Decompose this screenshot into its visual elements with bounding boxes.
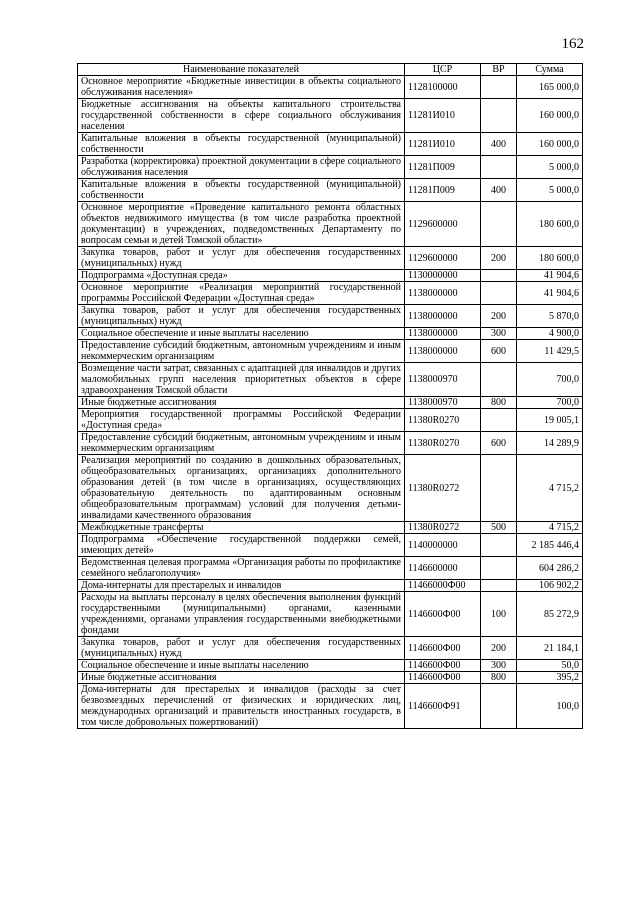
row-name: Социальное обеспечение и иные выплаты населению: [78, 328, 405, 340]
row-csr: 11281И010: [405, 133, 481, 156]
row-csr: 1138000970: [405, 397, 481, 409]
row-csr: 11380R0270: [405, 409, 481, 432]
row-vr: [481, 580, 517, 592]
row-name: Предоставление субсидий бюджетным, автономным учреждениям и иным некоммерческим организациям: [78, 432, 405, 455]
row-name: Ведомственная целевая программа «Организация работы по профилактике семейного неблагополучия»: [78, 557, 405, 580]
row-vr: [481, 684, 517, 729]
table-row: [78, 684, 583, 729]
row-name: Предоставление субсидий бюджетным, автономным учреждениям и иным некоммерческим организациям: [78, 340, 405, 363]
row-sum: 11 429,5: [517, 340, 583, 363]
row-name: Дома-интернаты для престарелых и инвалидов (расходы за счет безвозмездных перечислений от физических и юридических лиц, международных организаций и правительств иностранных государств, в том числе добровольных пожертвований): [78, 684, 405, 729]
row-sum: 41 904,6: [517, 282, 583, 305]
table-row: [78, 557, 583, 580]
table-row: [78, 592, 583, 637]
row-name: Разработка (корректировка) проектной документации в сфере социального обслуживания населения: [78, 156, 405, 179]
table-row: [78, 455, 583, 522]
row-name: Закупка товаров, работ и услуг для обеспечения государственных (муниципальных) нужд: [78, 637, 405, 660]
table-row: [78, 305, 583, 328]
table-row: [78, 328, 583, 340]
row-name: Закупка товаров, работ и услуг для обеспечения государственных (муниципальных) нужд: [78, 247, 405, 270]
row-csr: 1129600000: [405, 247, 481, 270]
row-sum: 21 184,1: [517, 637, 583, 660]
row-name: Межбюджетные трансферты: [78, 522, 405, 534]
row-sum: 5 000,0: [517, 179, 583, 202]
table-row: [78, 522, 583, 534]
row-csr: 11380R0272: [405, 522, 481, 534]
row-csr: 11281И010: [405, 99, 481, 133]
row-csr: 1146600000: [405, 557, 481, 580]
row-csr: 1140000000: [405, 534, 481, 557]
row-csr: 1138000000: [405, 282, 481, 305]
table-header-row: [78, 64, 583, 76]
row-vr: [481, 363, 517, 397]
row-name: Реализация мероприятий по созданию в дошкольных образовательных, общеобразовательных организациях, организациях дополнительного образования детей (в том числе в организациях, осуществляющих образовательную деятельность по адаптированным основным общеобразовательным программам) условий для получения детьми-инвалидами качественного образования: [78, 455, 405, 522]
row-sum: 106 902,2: [517, 580, 583, 592]
row-name: Иные бюджетные ассигнования: [78, 672, 405, 684]
page-number: 162: [561, 36, 584, 52]
row-csr: 1146600Ф00: [405, 592, 481, 637]
row-csr: 1146600Ф00: [405, 637, 481, 660]
row-sum: 180 600,0: [517, 202, 583, 247]
row-csr: 1138000000: [405, 305, 481, 328]
row-name: Капитальные вложения в объекты государственной (муниципальной) собственности: [78, 133, 405, 156]
row-vr: [481, 156, 517, 179]
row-vr: [481, 99, 517, 133]
header-name: Наименование показателей: [78, 64, 405, 76]
row-csr: 11380R0270: [405, 432, 481, 455]
row-name: Капитальные вложения в объекты государственной (муниципальной) собственности: [78, 179, 405, 202]
table-row: [78, 179, 583, 202]
table-row: [78, 282, 583, 305]
row-vr: [481, 557, 517, 580]
row-name: Подпрограмма «Обеспечение государственной поддержки семей, имеющих детей»: [78, 534, 405, 557]
row-vr: 600: [481, 340, 517, 363]
table-row: [78, 432, 583, 455]
row-vr: [481, 76, 517, 99]
table-row: [78, 99, 583, 133]
row-csr: 1146600Ф00: [405, 672, 481, 684]
row-sum: 2 185 446,4: [517, 534, 583, 557]
table-row: [78, 409, 583, 432]
row-name: Основное мероприятие «Проведение капитального ремонта областных объектов недвижимого имущества (в том числе разработка проектной документации) в учреждениях, подведомственных Департаменту по вопросам семьи и детей Томской области»: [78, 202, 405, 247]
row-csr: 1130000000: [405, 270, 481, 282]
row-name: Подпрограмма «Доступная среда»: [78, 270, 405, 282]
row-csr: 1128100000: [405, 76, 481, 99]
row-vr: 300: [481, 328, 517, 340]
row-name: Закупка товаров, работ и услуг для обеспечения государственных (муниципальных) нужд: [78, 305, 405, 328]
row-sum: 19 005,1: [517, 409, 583, 432]
budget-table: [77, 63, 583, 729]
row-sum: 4 900,0: [517, 328, 583, 340]
row-vr: 500: [481, 522, 517, 534]
row-csr: 1146600Ф91: [405, 684, 481, 729]
row-csr: 11466000Ф00: [405, 580, 481, 592]
row-sum: 604 286,2: [517, 557, 583, 580]
row-name: Бюджетные ассигнования на объекты капитального строительства государственной собственности в сфере социального обслуживания населения: [78, 99, 405, 133]
table-row: [78, 534, 583, 557]
row-csr: 1138000000: [405, 328, 481, 340]
row-name: Возмещение части затрат, связанных с адаптацией для инвалидов и других маломобильных групп населения приоритетных объектов в сфере здравоохранения Томской области: [78, 363, 405, 397]
row-vr: 800: [481, 397, 517, 409]
row-vr: 800: [481, 672, 517, 684]
row-name: Основное мероприятие «Реализация мероприятий государственной программы Российской Федерации «Доступная среда»: [78, 282, 405, 305]
row-sum: 5 000,0: [517, 156, 583, 179]
table-row: [78, 580, 583, 592]
row-vr: 200: [481, 305, 517, 328]
row-name: Социальное обеспечение и иные выплаты населению: [78, 660, 405, 672]
row-vr: [481, 455, 517, 522]
table-row: [78, 133, 583, 156]
row-sum: 100,0: [517, 684, 583, 729]
row-csr: 1138000000: [405, 340, 481, 363]
row-csr: 1129600000: [405, 202, 481, 247]
table-row: [78, 270, 583, 282]
row-sum: 41 904,6: [517, 270, 583, 282]
row-sum: 395,2: [517, 672, 583, 684]
row-vr: 400: [481, 179, 517, 202]
header-vr: ВР: [481, 64, 517, 76]
row-sum: 85 272,9: [517, 592, 583, 637]
table-row: [78, 202, 583, 247]
row-csr: 11380R0272: [405, 455, 481, 522]
table-row: [78, 340, 583, 363]
row-vr: 200: [481, 637, 517, 660]
row-vr: [481, 534, 517, 557]
row-sum: 4 715,2: [517, 522, 583, 534]
header-csr: ЦСР: [405, 64, 481, 76]
table-row: [78, 397, 583, 409]
row-sum: 50,0: [517, 660, 583, 672]
row-sum: 700,0: [517, 397, 583, 409]
row-sum: 160 000,0: [517, 133, 583, 156]
row-vr: [481, 270, 517, 282]
row-sum: 165 000,0: [517, 76, 583, 99]
row-sum: 700,0: [517, 363, 583, 397]
row-vr: 600: [481, 432, 517, 455]
row-sum: 14 289,9: [517, 432, 583, 455]
row-vr: 300: [481, 660, 517, 672]
row-vr: [481, 202, 517, 247]
row-sum: 160 000,0: [517, 99, 583, 133]
table-row: [78, 363, 583, 397]
row-csr: 1138000970: [405, 363, 481, 397]
row-vr: 200: [481, 247, 517, 270]
row-name: Иные бюджетные ассигнования: [78, 397, 405, 409]
table-row: [78, 672, 583, 684]
row-sum: 5 870,0: [517, 305, 583, 328]
table-row: [78, 76, 583, 99]
row-vr: [481, 282, 517, 305]
row-csr: 11281П009: [405, 156, 481, 179]
row-name: Дома-интернаты для престарелых и инвалидов: [78, 580, 405, 592]
row-name: Расходы на выплаты персоналу в целях обеспечения выполнения функций государственными (муниципальными) органами, казенными учреждениями, органами управления государственными внебюджетными фондами: [78, 592, 405, 637]
table-row: [78, 156, 583, 179]
header-sum: Сумма: [517, 64, 583, 76]
table-row: [78, 637, 583, 660]
row-name: Основное мероприятие «Бюджетные инвестиции в объекты социального обслуживания населения»: [78, 76, 405, 99]
row-sum: 4 715,2: [517, 455, 583, 522]
row-name: Мероприятия государственной программы Российской Федерации «Доступная среда»: [78, 409, 405, 432]
row-vr: 400: [481, 133, 517, 156]
row-vr: [481, 409, 517, 432]
row-vr: 100: [481, 592, 517, 637]
table-row: [78, 660, 583, 672]
row-sum: 180 600,0: [517, 247, 583, 270]
row-csr: 1146600Ф00: [405, 660, 481, 672]
row-csr: 11281П009: [405, 179, 481, 202]
table-row: [78, 247, 583, 270]
